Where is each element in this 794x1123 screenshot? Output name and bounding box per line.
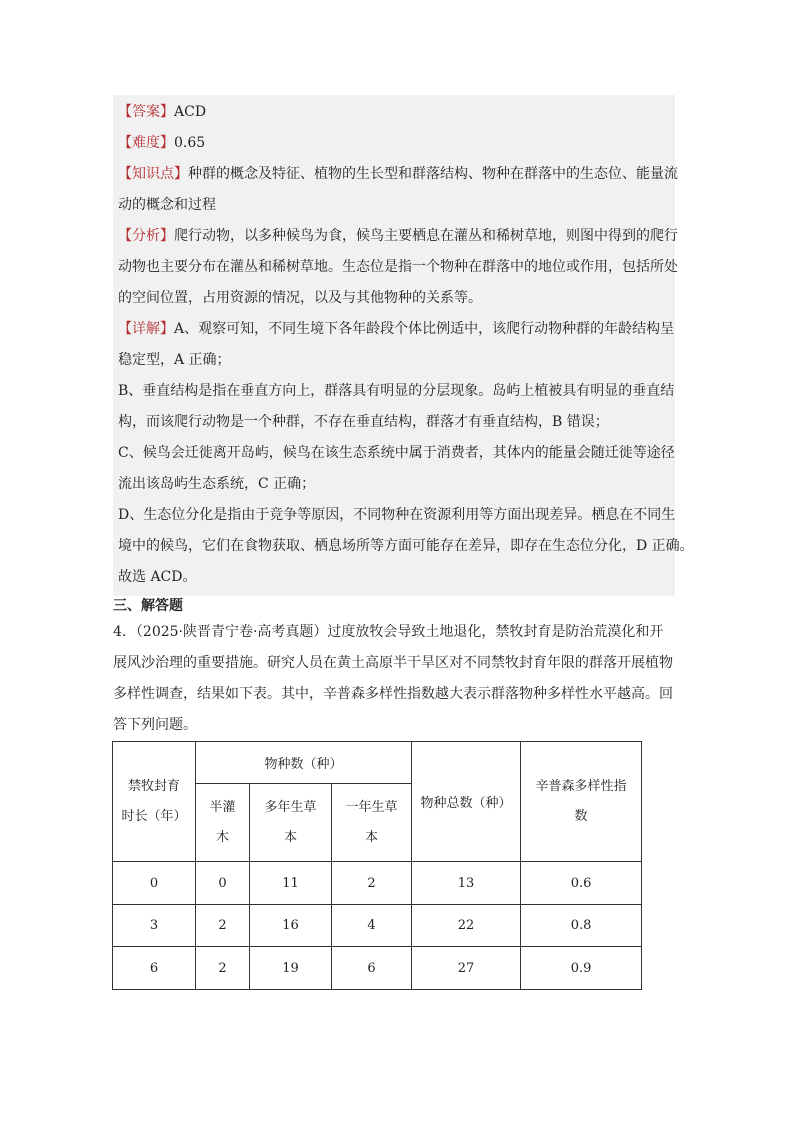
cell-years: 0 bbox=[113, 862, 196, 905]
header-simpson bbox=[521, 742, 642, 862]
question-line-4: 答下列问题。 bbox=[113, 717, 197, 733]
header-years bbox=[113, 742, 196, 862]
question-line-3: 多样性调查，结果如下表。其中，辛普森多样性指数越大表示群落物种多样性水平越高。回 bbox=[113, 686, 673, 702]
cell-perennial: 16 bbox=[250, 905, 332, 947]
difficulty-value: 0.65 bbox=[174, 135, 206, 151]
header-years-line-2: 时长（年） bbox=[121, 808, 187, 824]
cell-annual: 2 bbox=[332, 862, 412, 905]
table-row bbox=[113, 947, 642, 990]
table-row bbox=[113, 862, 642, 905]
detail-line-9: 故选 ACD。 bbox=[118, 569, 197, 585]
analysis-text: 爬行动物，以多种候鸟为食，候鸟主要栖息在灌丛和稀树草地，则图中得到的爬行 bbox=[174, 228, 678, 244]
section-heading: 三、解答题 bbox=[113, 598, 183, 614]
detail-line-2: 稳定型，A 正确； bbox=[118, 352, 231, 368]
cell-perennial: 19 bbox=[250, 947, 332, 990]
detail-line-4: 构，而该爬行动物是一个种群，不存在垂直结构，群落才有垂直结构，B 错误； bbox=[118, 414, 609, 430]
header-simpson-line-2: 数 bbox=[574, 808, 588, 824]
header-annual bbox=[332, 784, 412, 862]
header-annual-line-2: 本 bbox=[365, 829, 379, 845]
detail-line-7: D、生态位分化是指由于竞争等原因，不同物种在资源利用等方面出现差异。栖息在不同生 bbox=[118, 507, 676, 523]
question-line-2: 展风沙治理的重要措施。研究人员在黄土高原半干旱区对不同禁牧封育年限的群落开展植物 bbox=[113, 655, 673, 671]
analysis-tag: 【分析】 bbox=[118, 228, 174, 244]
knowledge-tag: 【知识点】 bbox=[118, 166, 188, 182]
analysis-line-2: 动物也主要分布在灌丛和稀树草地。生态位是指一个物种在群落中的地位或作用，包括所处 bbox=[118, 259, 678, 275]
header-annual-line-1: 一年生草 bbox=[345, 799, 398, 815]
cell-total: 22 bbox=[412, 905, 521, 947]
answer-tag: 【答案】 bbox=[118, 104, 174, 120]
detail-tag: 【详解】 bbox=[118, 321, 174, 337]
cell-total: 27 bbox=[412, 947, 521, 990]
cell-years: 6 bbox=[113, 947, 196, 990]
header-perennial-line-1: 多年生草 bbox=[264, 799, 317, 815]
cell-shrub: 2 bbox=[196, 905, 250, 947]
question-line-1: 4．（2025·陕晋青宁卷·高考真题）过度放牧会导致土地退化，禁牧封育是防治荒漠化和开 bbox=[113, 624, 664, 640]
cell-shrub: 0 bbox=[196, 862, 250, 905]
header-shrub-line-2: 木 bbox=[215, 829, 229, 845]
answer-value: ACD bbox=[174, 104, 207, 120]
analysis-line-3: 的空间位置，占用资源的情况，以及与其他物种的关系等。 bbox=[118, 290, 482, 306]
knowledge-line-2: 动的概念和过程 bbox=[118, 197, 216, 213]
header-total: 物种总数（种） bbox=[412, 742, 521, 862]
cell-shrub: 2 bbox=[196, 947, 250, 990]
data-table bbox=[112, 741, 642, 990]
header-shrub bbox=[196, 784, 250, 862]
cell-annual: 4 bbox=[332, 905, 412, 947]
detail-line bbox=[118, 320, 678, 338]
cell-simpson: 0.8 bbox=[521, 905, 642, 947]
header-perennial bbox=[250, 784, 332, 862]
cell-total: 13 bbox=[412, 862, 521, 905]
cell-years: 3 bbox=[113, 905, 196, 947]
difficulty-line bbox=[118, 134, 678, 152]
knowledge-text: 种群的概念及特征、植物的生长型和群落结构、物种在群落中的生态位、能量流 bbox=[188, 166, 678, 182]
difficulty-tag: 【难度】 bbox=[118, 135, 174, 151]
header-shrub-line-1: 半灌 bbox=[209, 799, 236, 815]
detail-line-8: 境中的候鸟，它们在食物获取、栖息场所等方面可能存在差异，即存在生态位分化，D 正确。 bbox=[118, 538, 694, 554]
header-years-line-1: 禁牧封育 bbox=[127, 778, 180, 794]
header-simpson-line-1: 辛普森多样性指 bbox=[535, 778, 627, 794]
analysis-line bbox=[118, 227, 678, 245]
table-row bbox=[113, 905, 642, 947]
cell-annual: 6 bbox=[332, 947, 412, 990]
detail-line-6: 流出该岛屿生态系统，C 正确； bbox=[118, 476, 316, 492]
detail-line-5: C、候鸟会迁徙离开岛屿，候鸟在该生态系统中属于消费者，其体内的能量会随迁徙等途径 bbox=[118, 445, 675, 461]
detail-line-3: B、垂直结构是指在垂直方向上，群落具有明显的分层现象。岛屿上植被具有明显的垂直结 bbox=[118, 383, 675, 399]
cell-simpson: 0.6 bbox=[521, 862, 642, 905]
detail-text: A、观察可知，不同生境下各年龄段个体比例适中，该爬行动物种群的年龄结构呈 bbox=[174, 321, 675, 337]
cell-perennial: 11 bbox=[250, 862, 332, 905]
cell-simpson: 0.9 bbox=[521, 947, 642, 990]
header-perennial-line-2: 本 bbox=[283, 829, 297, 845]
answer-line bbox=[118, 103, 678, 121]
header-species: 物种数（种） bbox=[196, 742, 412, 784]
knowledge-line bbox=[118, 165, 678, 183]
